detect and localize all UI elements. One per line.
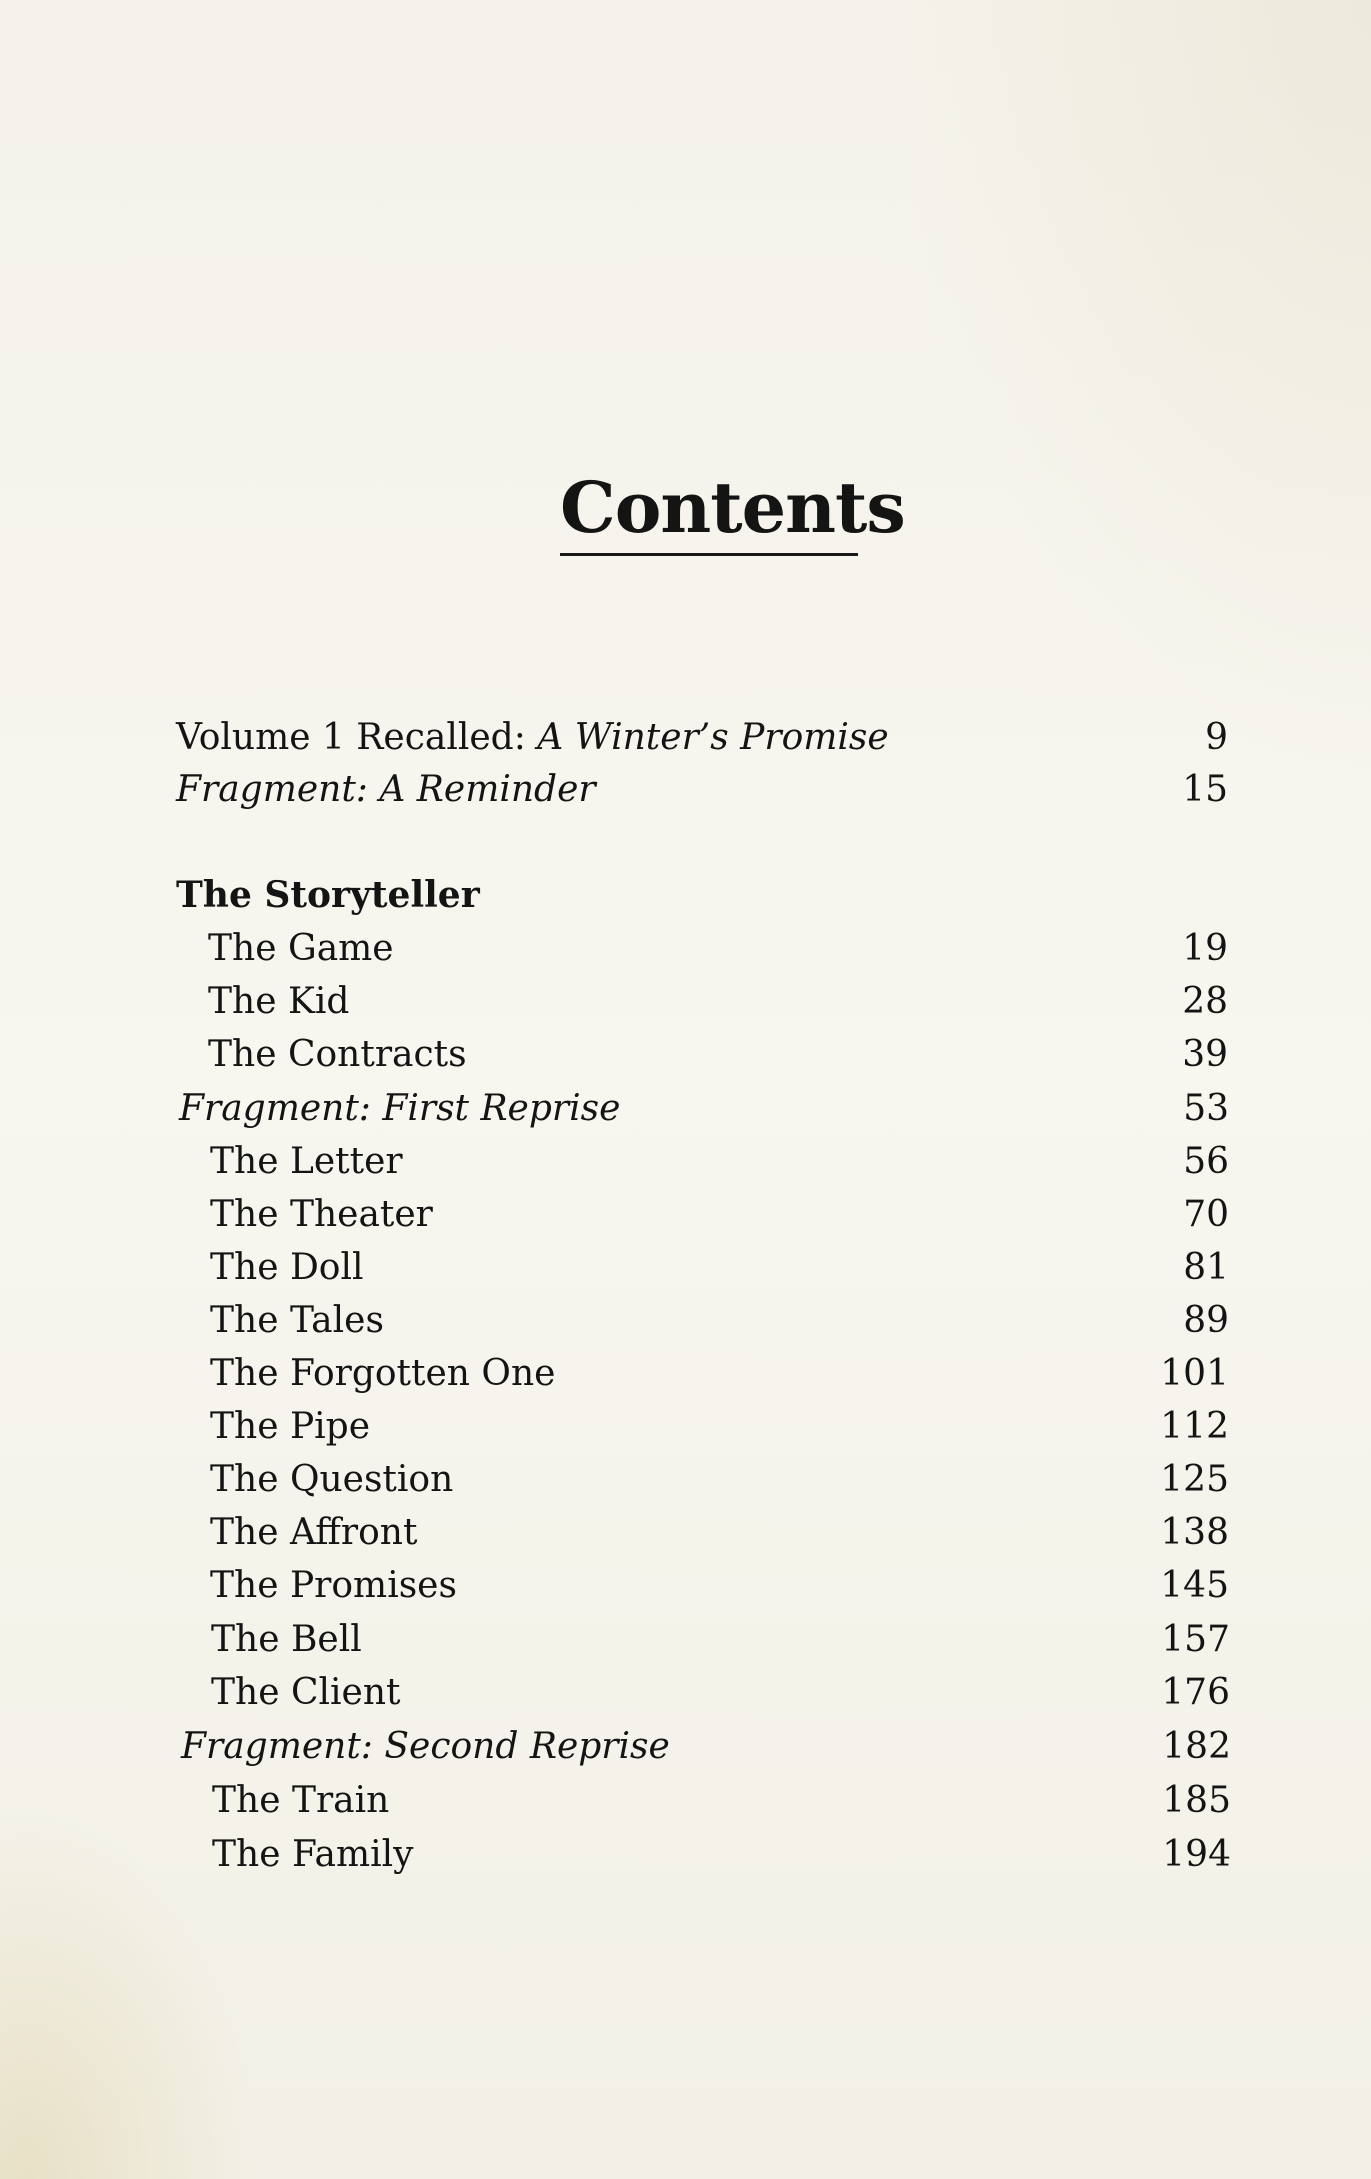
toc-entry-the-family — [212, 1829, 1231, 1881]
toc-entry-page-number: 194 — [1162, 1834, 1231, 1875]
toc-entry-page-number: 53 — [1183, 1088, 1229, 1129]
toc-entry-the-train — [212, 1775, 1231, 1827]
toc-entry-label-italic: A Winter’s Promise — [537, 717, 889, 758]
toc-entry-page-number: 9 — [1205, 717, 1228, 758]
toc-entry-label: The Family — [212, 1834, 414, 1875]
toc-entry-page-number: 157 — [1161, 1619, 1230, 1660]
toc-entry-label: The Tales — [210, 1300, 384, 1341]
toc-entry-label — [176, 712, 889, 764]
toc-entry-label: The Promises — [210, 1565, 457, 1606]
toc-entry-the-tales — [210, 1295, 1229, 1347]
toc-entry-label-prefix: Volume 1 Recalled: — [176, 717, 538, 758]
toc-entry-the-question — [210, 1454, 1229, 1506]
toc-entry-page-number: 145 — [1160, 1565, 1229, 1606]
toc-entry-page-number: 112 — [1160, 1406, 1229, 1447]
toc-entry-the-kid — [208, 976, 1228, 1028]
toc-section-heading-label: The Storyteller — [176, 874, 480, 916]
toc-entry-the-doll — [210, 1242, 1229, 1294]
toc-entry-label: The Kid — [208, 981, 350, 1022]
toc-entry-page-number: 39 — [1182, 1034, 1228, 1075]
toc-entry-label: The Client — [211, 1672, 401, 1713]
toc-entry-label: The Question — [210, 1459, 454, 1500]
toc-entry-page-number: 185 — [1162, 1780, 1231, 1821]
toc-entry-page-number: 19 — [1182, 928, 1228, 969]
toc-entry-label: The Contracts — [208, 1034, 467, 1075]
toc-entry-label: The Bell — [211, 1619, 362, 1660]
toc-entry-the-affront — [210, 1507, 1229, 1559]
toc-entry-page-number: 125 — [1160, 1459, 1229, 1500]
toc-entry-the-letter — [210, 1136, 1229, 1188]
toc-entry-page-number: 56 — [1183, 1141, 1229, 1182]
toc-entry-label: The Pipe — [210, 1406, 371, 1447]
toc-entry-page-number: 70 — [1183, 1194, 1229, 1235]
toc-entry-fragment-a-reminder — [176, 764, 1228, 816]
toc-entry-label: Fragment: First Reprise — [179, 1088, 621, 1129]
toc-entry-label: The Affront — [210, 1512, 418, 1553]
toc-entry-label: The Forgotten One — [210, 1353, 556, 1394]
toc-entry-page-number: 182 — [1162, 1726, 1231, 1767]
toc-entry-page-number: 138 — [1160, 1512, 1229, 1553]
toc-entry-label: Fragment: Second Reprise — [181, 1726, 670, 1767]
toc-entry-the-game — [208, 923, 1228, 975]
toc-entry-page-number: 176 — [1161, 1672, 1230, 1713]
page-title: Contents — [560, 466, 905, 549]
toc-entry-label: Fragment: A Reminder — [176, 769, 596, 810]
toc-entry-the-contracts — [208, 1029, 1228, 1081]
toc-entry-the-bell — [211, 1614, 1230, 1666]
toc-entry-fragment-second-reprise — [181, 1721, 1231, 1773]
toc-entry-volume-1-recalled — [176, 712, 1228, 764]
toc-entry-page-number: 81 — [1183, 1247, 1229, 1288]
toc-entry-the-pipe — [210, 1401, 1229, 1453]
toc-entry-page-number: 28 — [1182, 981, 1228, 1022]
toc-entry-page-number: 15 — [1182, 769, 1228, 810]
toc-entry-label: The Game — [208, 928, 394, 969]
toc-entry-page-number: 89 — [1183, 1300, 1229, 1341]
toc-entry-page-number: 101 — [1160, 1353, 1229, 1394]
toc-entry-label: The Train — [212, 1780, 390, 1821]
toc-entry-the-forgotten-one — [210, 1348, 1229, 1400]
toc-section-heading-the-storyteller — [176, 869, 1228, 921]
toc-entry-the-promises — [210, 1560, 1229, 1612]
toc-entry-fragment-first-reprise — [179, 1083, 1229, 1135]
toc-entry-label: The Doll — [210, 1247, 364, 1288]
toc-entry-label: The Letter — [210, 1141, 403, 1182]
toc-entry-label: The Theater — [210, 1194, 433, 1235]
toc-entry-the-client — [211, 1667, 1230, 1719]
toc-entry-the-theater — [210, 1189, 1229, 1241]
